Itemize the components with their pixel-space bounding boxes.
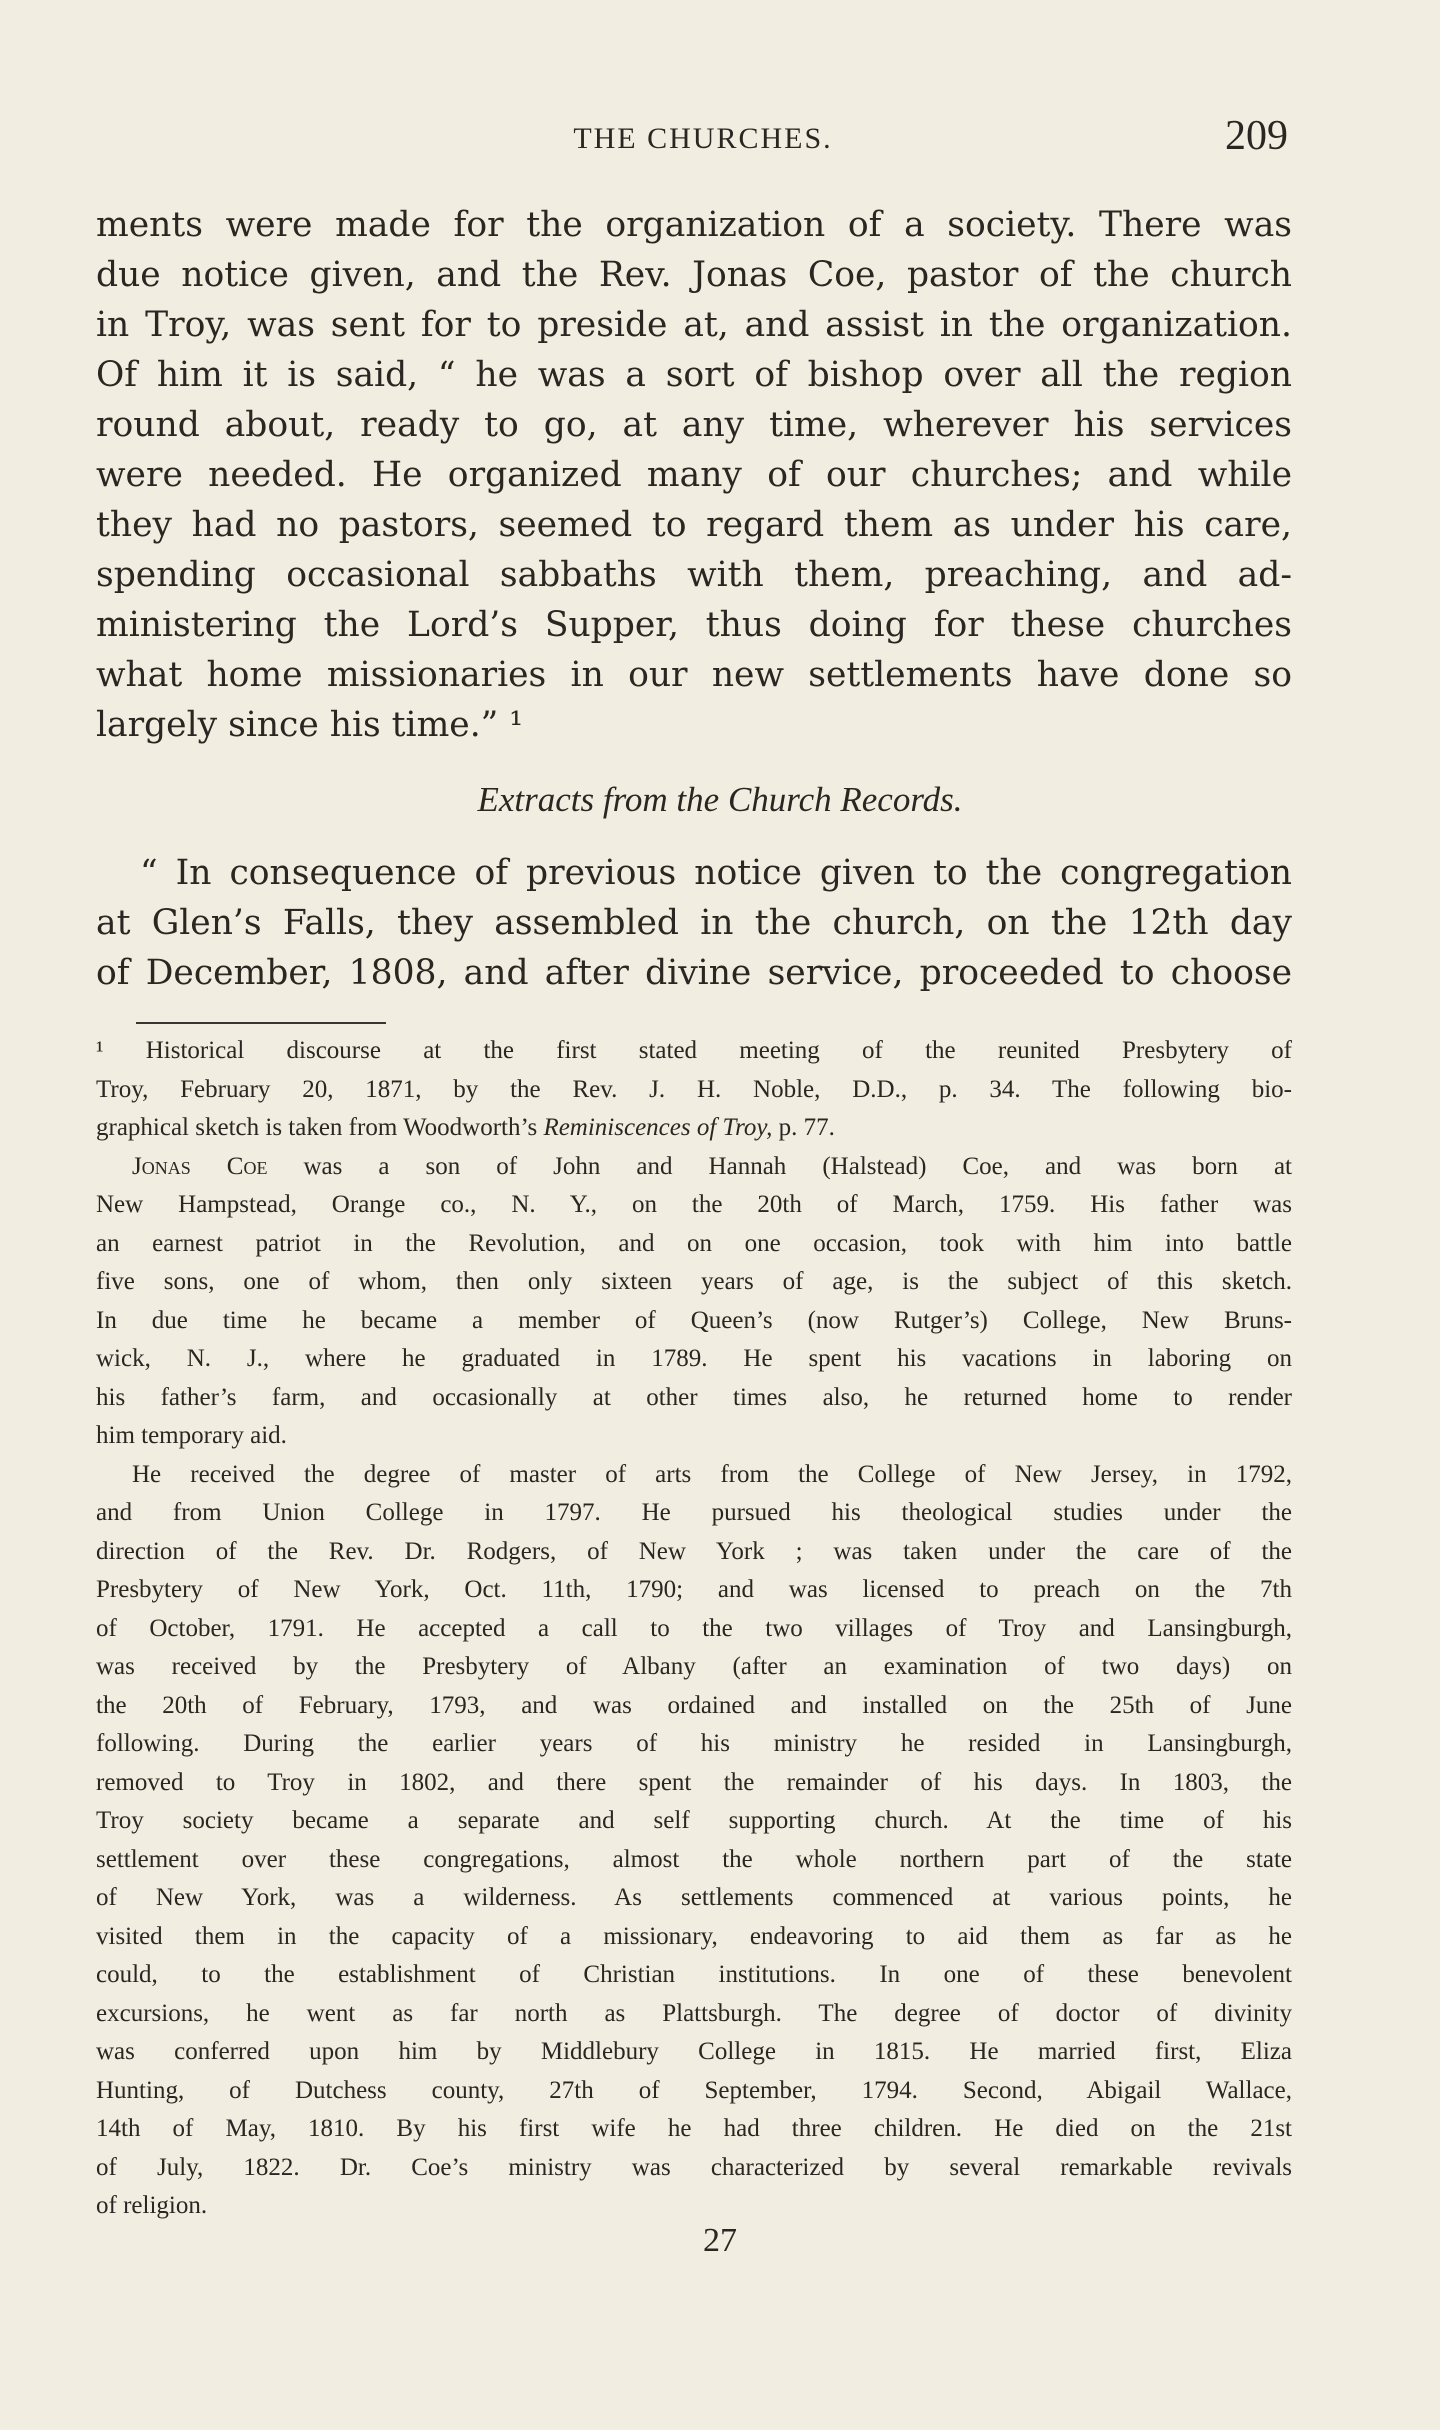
footnote-line: New Hampstead, Orange co., N. Y., on the 20th of March, 1759. His father was	[96, 1191, 1292, 1218]
section-line: “ In consequence of previous notice given to the congregation	[140, 853, 1292, 893]
section-paragraph	[96, 848, 1292, 998]
section-line: at Glen’s Falls, they assembled in the church, on the 12th day	[96, 903, 1292, 943]
footnote-line: of New York, was a wilderness. As settlements commenced at various points, he	[96, 1884, 1292, 1911]
footnote-line: following. During the earlier years of his ministry he resided in Lansingburgh,	[96, 1730, 1292, 1757]
footnote-line: was received by the Presbytery of Albany (after an examination of two days) on	[96, 1653, 1292, 1680]
footnote-line: of October, 1791. He accepted a call to the two villages of Troy and Lansingburgh,	[96, 1614, 1292, 1642]
footnote-text: p. 77.	[772, 1114, 835, 1141]
footnote-line: settlement over these congregations, almost the whole northern part of the state	[96, 1845, 1292, 1873]
footnote-line: 14th of May, 1810. By his first wife he had three children. He died on the 21st	[96, 2115, 1292, 2142]
footnote-text: was a son of John and Hannah (Halstead) Coe, and was born at	[267, 1152, 1292, 1180]
signature-mark: 27	[703, 2222, 737, 2259]
footnote-line: wick, N. J., where he graduated in 1789. He spent his vacations in laboring on	[96, 1345, 1292, 1372]
footnote-line: was conferred upon him by Middlebury College in 1815. He married first, Eliza	[96, 2038, 1292, 2065]
body-line: ments were made for the organization of a society. There was	[96, 205, 1292, 245]
footnote-line: Troy, February 20, 1871, by the Rev. J. H. Noble, D.D., p. 34. The following bio-	[96, 1075, 1292, 1103]
body-line: round about, ready to go, at any time, wherever his services	[96, 405, 1292, 445]
body-line: largely since his time.” ¹	[96, 705, 524, 745]
footnote-line: could, to the establishment of Christian institutions. In one of these benevolent	[96, 1961, 1292, 1988]
section-line: of December, 1808, and after divine service, proceeded to choose	[96, 953, 1292, 993]
footnote-line: visited them in the capacity of a missionary, endeavoring to aid them as far as he	[96, 1922, 1292, 1950]
footnote-line: ¹ Historical discourse at the first stated meeting of the reunited Presbytery of	[96, 1037, 1292, 1064]
body-line: what home missionaries in our new settlements have done so	[96, 655, 1292, 695]
body-line: due notice given, and the Rev. Jonas Coe, pastor of the church	[96, 255, 1292, 295]
footnote-line: removed to Troy in 1802, and there spent the remainder of his days. In 1803, the	[96, 1768, 1292, 1796]
page-number: 209	[1225, 113, 1288, 159]
body-line: ministering the Lord’s Supper, thus doing for these churches	[96, 605, 1292, 645]
footnote-line: his father’s farm, and occasionally at other times also, he returned home to render	[96, 1383, 1292, 1411]
footnote-line: the 20th of February, 1793, and was ordained and installed on the 25th of June	[96, 1691, 1292, 1719]
footnote-line: Hunting, of Dutchess county, 27th of September, 1794. Second, Abigail Wallace,	[96, 2076, 1292, 2104]
footnote-line	[96, 1148, 1292, 1187]
footnote-line: him temporary aid.	[96, 1422, 287, 1449]
footnote-line: direction of the Rev. Dr. Rodgers, of New York ; was taken under the care of the	[96, 1537, 1292, 1565]
footnote-line: and from Union College in 1797. He pursued his theological studies under the	[96, 1499, 1292, 1526]
footnotes	[96, 1032, 1292, 2226]
person-name: Jonas Coe	[132, 1152, 268, 1180]
footnote-line: Presbytery of New York, Oct. 11th, 1790; and was licensed to preach on the 7th	[96, 1576, 1292, 1603]
running-head	[0, 112, 1440, 172]
footnote-line: of religion.	[96, 2192, 208, 2219]
footnote-line: of July, 1822. Dr. Coe’s ministry was characterized by several remarkable revivals	[96, 2153, 1292, 2181]
footnote-line: Troy society became a separate and self supporting church. At the time of his	[96, 1807, 1292, 1834]
body-paragraph	[96, 200, 1292, 750]
body-line: they had no pastors, seemed to regard them as under his care,	[96, 505, 1292, 545]
body-line: spending occasional sabbaths with them, preaching, and ad-	[96, 555, 1292, 595]
footnote-rule	[136, 1022, 386, 1024]
book-title: Reminiscences of Troy,	[543, 1114, 773, 1141]
section-heading: Extracts from the Church Records.	[477, 780, 963, 819]
footnote-text: graphical sketch is taken from Woodworth’s	[96, 1114, 544, 1141]
footnote-line	[96, 1109, 1292, 1148]
running-head-title: THE CHURCHES.	[573, 122, 833, 155]
body-line: were needed. He organized many of our churches; and while	[96, 455, 1292, 495]
footnote-line: five sons, one of whom, then only sixteen years of age, is the subject of this sketch.	[96, 1268, 1292, 1295]
footnote-line: He received the degree of master of arts from the College of New Jersey, in 1792,	[132, 1460, 1292, 1488]
footnote-line: an earnest patriot in the Revolution, and on one occasion, took with him into battle	[96, 1229, 1292, 1257]
body-line: in Troy, was sent for to preside at, and assist in the organization.	[96, 305, 1292, 345]
footnote-line: In due time he became a member of Queen’s (now Rutger’s) College, New Bruns-	[96, 1306, 1292, 1334]
footnote-line: excursions, he went as far north as Plattsburgh. The degree of doctor of divinity	[96, 1999, 1292, 2027]
body-line: Of him it is said, “ he was a sort of bishop over all the region	[96, 355, 1292, 395]
